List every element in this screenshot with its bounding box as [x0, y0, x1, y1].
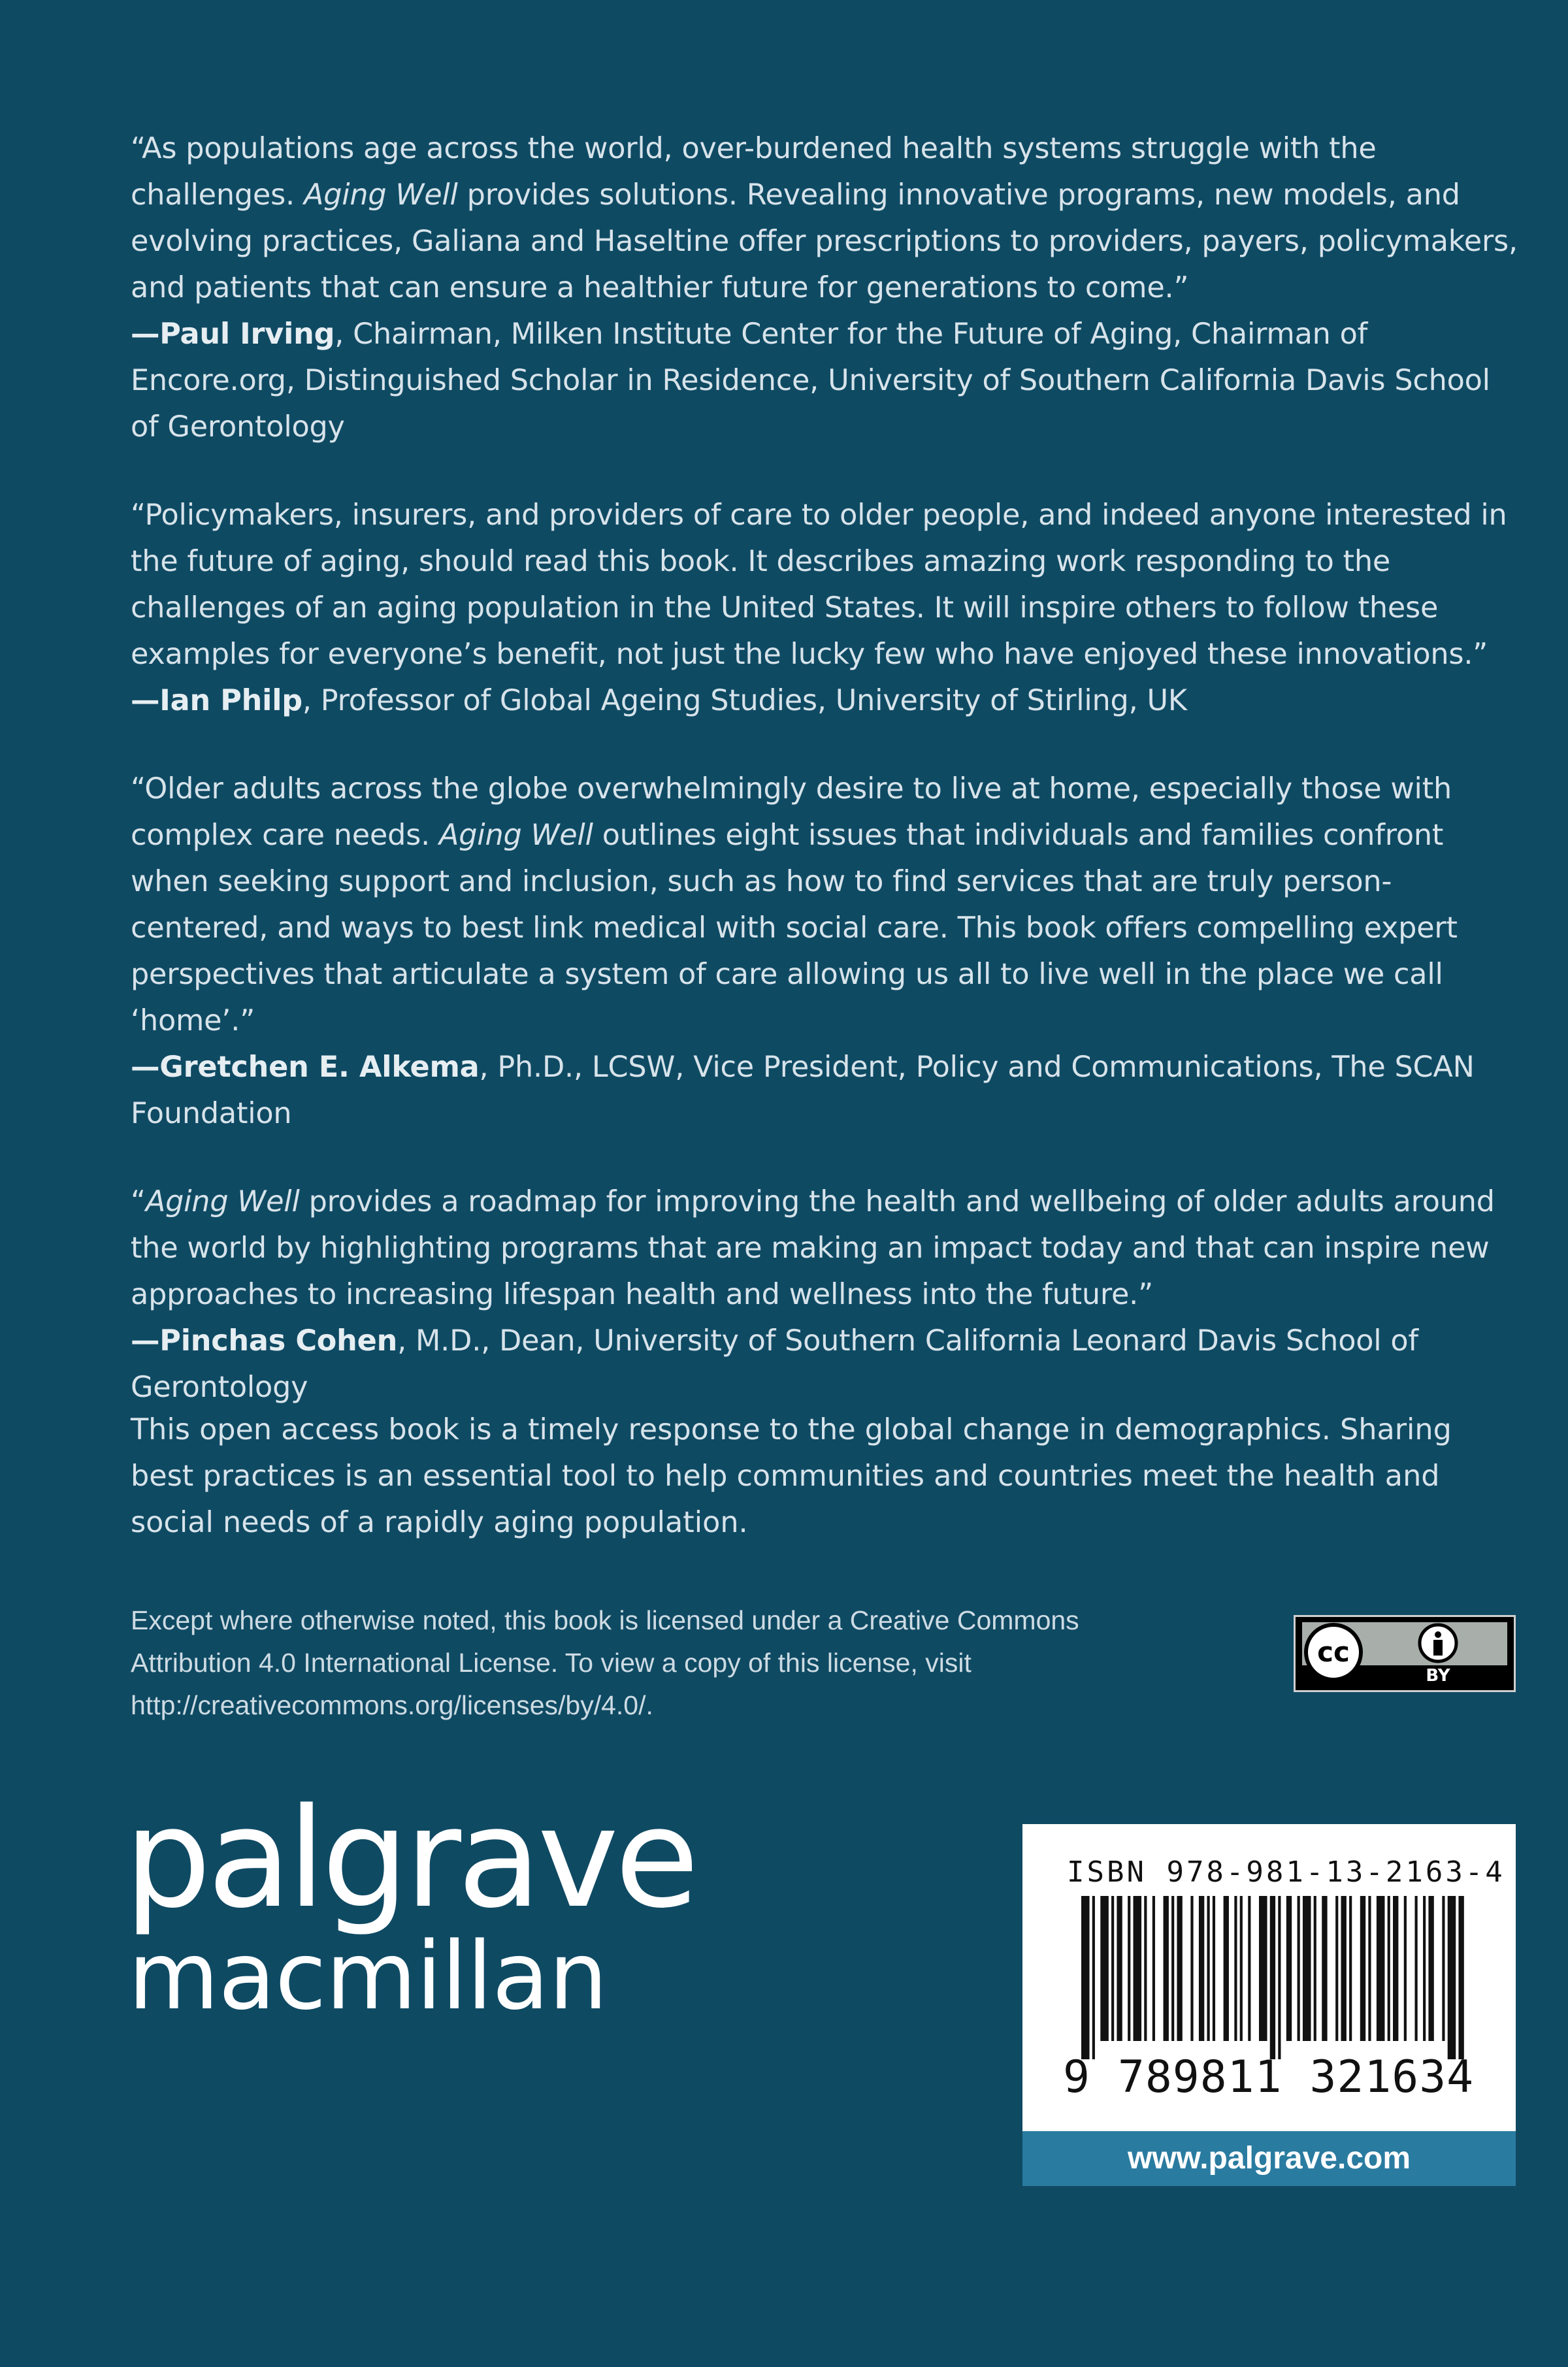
barcode-bar — [1393, 1896, 1398, 2041]
quote-segment: “As populations age across the world, over-burdened health systems struggle with the challenges. — [131, 132, 1377, 212]
quote-segment: provides solutions. Revealing innovative programs, new models, and evolving practices, Galiana and Haseltine offer prescriptions to providers, payers, policymakers, and patients that can ensure a healthier future for generations to come.” — [131, 178, 1518, 304]
barcode-bar — [1448, 1896, 1456, 2059]
barcode-bar — [1278, 1896, 1281, 2059]
quote-author: —Ian Philp — [131, 684, 302, 717]
quote-author: —Paul Irving — [131, 318, 335, 351]
quote-attribution — [131, 1044, 1522, 1137]
quote-affiliation: , Chairman, Milken Institute Center for the Future of Aging, Chairman of Encore.org, Distinguished Scholar in Residence, University of Southern California Davis School of Gerontology — [131, 318, 1490, 444]
barcode-bar — [1134, 1896, 1142, 2041]
book-title-italic: Aging Well — [439, 819, 593, 852]
book-blurb: This open access book is a timely response to the global change in demographics. Sharing best practices is an essential tool to help communities and countries meet the health and social needs of a rapidly aging population. — [131, 1413, 1452, 1539]
barcode-bar — [1322, 1896, 1327, 2041]
endorsement-quote — [131, 766, 1522, 1137]
quote-segment: outlines eight issues that individuals and families confront when seeking support and inclusion, such as how to find services that are truly person-centered, and ways to best link medical with social care. This book offers compelling expert perspectives that articulate a system of care allowing us all to live well in the place we call ‘home’.” — [131, 819, 1458, 1037]
barcode-bar — [1234, 1896, 1237, 2041]
barcode-bar — [1423, 1896, 1426, 2041]
barcode-bar — [1177, 1896, 1182, 2041]
barcode-bar — [1152, 1896, 1155, 2041]
quote-author: —Gretchen E. Alkema — [131, 1051, 480, 1084]
cc-by-license-badge — [1294, 1615, 1516, 1692]
barcode-bar — [1100, 1896, 1109, 2041]
barcode-bar — [1199, 1896, 1204, 2041]
quote-segment: “Older adults across the globe overwhelmingly desire to live at home, especially those with complex care needs. — [131, 772, 1452, 852]
quote-affiliation: , Ph.D., LCSW, Vice President, Policy and Communications, The SCAN Foundation — [131, 1051, 1475, 1130]
barcode-bar — [1377, 1896, 1385, 2041]
barcode-bar — [1341, 1896, 1347, 2041]
quote-text — [131, 492, 1522, 677]
barcode-bar — [1368, 1896, 1371, 2041]
quote-attribution — [131, 1318, 1522, 1411]
quote-attribution — [131, 311, 1522, 450]
barcode-bar — [1458, 1896, 1463, 2059]
quote-text — [131, 125, 1522, 311]
barcode-bar — [1092, 1896, 1095, 2059]
endorsement-quote — [131, 1179, 1522, 1411]
barcode-bar — [1117, 1896, 1122, 2041]
quote-segment: “ — [131, 1185, 146, 1218]
barcode-bar — [1240, 1896, 1243, 2041]
quote-author: —Pinchas Cohen — [131, 1324, 398, 1358]
barcode-bar — [1144, 1896, 1147, 2041]
barcode-bar — [1248, 1896, 1250, 2041]
barcode-bar — [1190, 1896, 1193, 2041]
quote-attribution — [131, 677, 1522, 724]
barcode-bar — [1111, 1896, 1114, 2041]
isbn-label: ISBN 978-981-13-2163-4 — [1067, 1855, 1505, 1889]
barcode-bar — [1270, 1896, 1275, 2059]
barcode-bar — [1286, 1896, 1292, 2041]
barcode-bar — [1128, 1896, 1130, 2041]
barcode-digits: 9 789811 321634 — [1063, 2051, 1475, 2103]
book-title-italic: Aging Well — [303, 178, 458, 212]
quote-segment: provides a roadmap for improving the health and wellbeing of older adults around the world by highlighting programs that are making an impact today and that can inspire new approaches to increasing lifespan health and wellness into the future.” — [131, 1185, 1495, 1311]
by-mark: BY — [1426, 1666, 1450, 1686]
quote-affiliation: , Professor of Global Ageing Studies, University of Stirling, UK — [302, 684, 1187, 717]
barcode-bar — [1224, 1896, 1229, 2041]
endorsement-list — [131, 125, 1522, 1452]
barcode-bar — [1298, 1896, 1300, 2041]
barcode-bar — [1388, 1896, 1390, 2041]
barcode-bar — [1171, 1896, 1174, 2041]
license-notice: Except where otherwise noted, this book is licensed under a Creative Commons Attribution 4.0 International License. To view a copy of this license, visit http://creativecommons.org/licenses/by/4.0/. — [131, 1605, 1079, 1720]
isbn-barcode — [1022, 1824, 1516, 2131]
quote-text — [131, 766, 1522, 1044]
barcode-bar — [1207, 1896, 1209, 2041]
endorsement-quote — [131, 492, 1522, 724]
barcode-bar — [1404, 1896, 1407, 2041]
quote-text — [131, 1179, 1522, 1318]
barcode-bar — [1081, 1896, 1090, 2059]
barcode-bar — [1349, 1896, 1352, 2041]
barcode-bar — [1415, 1896, 1418, 2041]
barcode-bar — [1360, 1896, 1365, 2041]
publisher-website[interactable]: www.palgrave.com — [1022, 2131, 1516, 2186]
barcode-bar — [1442, 1896, 1445, 2041]
cc-by-icon — [1296, 1617, 1514, 1690]
endorsement-quote — [131, 125, 1522, 450]
quote-affiliation: , M.D., Dean, University of Southern California Leonard Davis School of Gerontology — [131, 1324, 1418, 1404]
barcode-bar — [1335, 1896, 1338, 2041]
barcode-bars — [1081, 1896, 1467, 2059]
quote-segment: “Policymakers, insurers, and providers of care to older people, and indeed anyone interested in the future of aging, should read this book. It describes amazing work responding to the challenges of an aging population in the United States. It will inspire others to follow these examples for everyone’s benefit, not just the lucky few who have enjoyed these innovations.” — [131, 498, 1507, 671]
barcode-bar — [1164, 1896, 1169, 2041]
book-title-italic: Aging Well — [145, 1185, 300, 1218]
publisher-logo-line2: macmillan — [128, 1921, 608, 2031]
barcode-bar — [1303, 1896, 1311, 2041]
cc-mark: cc — [1317, 1636, 1350, 1668]
publisher-logo-line1: palgrave — [124, 1778, 696, 1938]
barcode-bar — [1259, 1896, 1267, 2041]
barcode-bar — [1314, 1896, 1316, 2041]
barcode-bar — [1213, 1896, 1215, 2041]
barcode-bar — [1428, 1896, 1433, 2041]
